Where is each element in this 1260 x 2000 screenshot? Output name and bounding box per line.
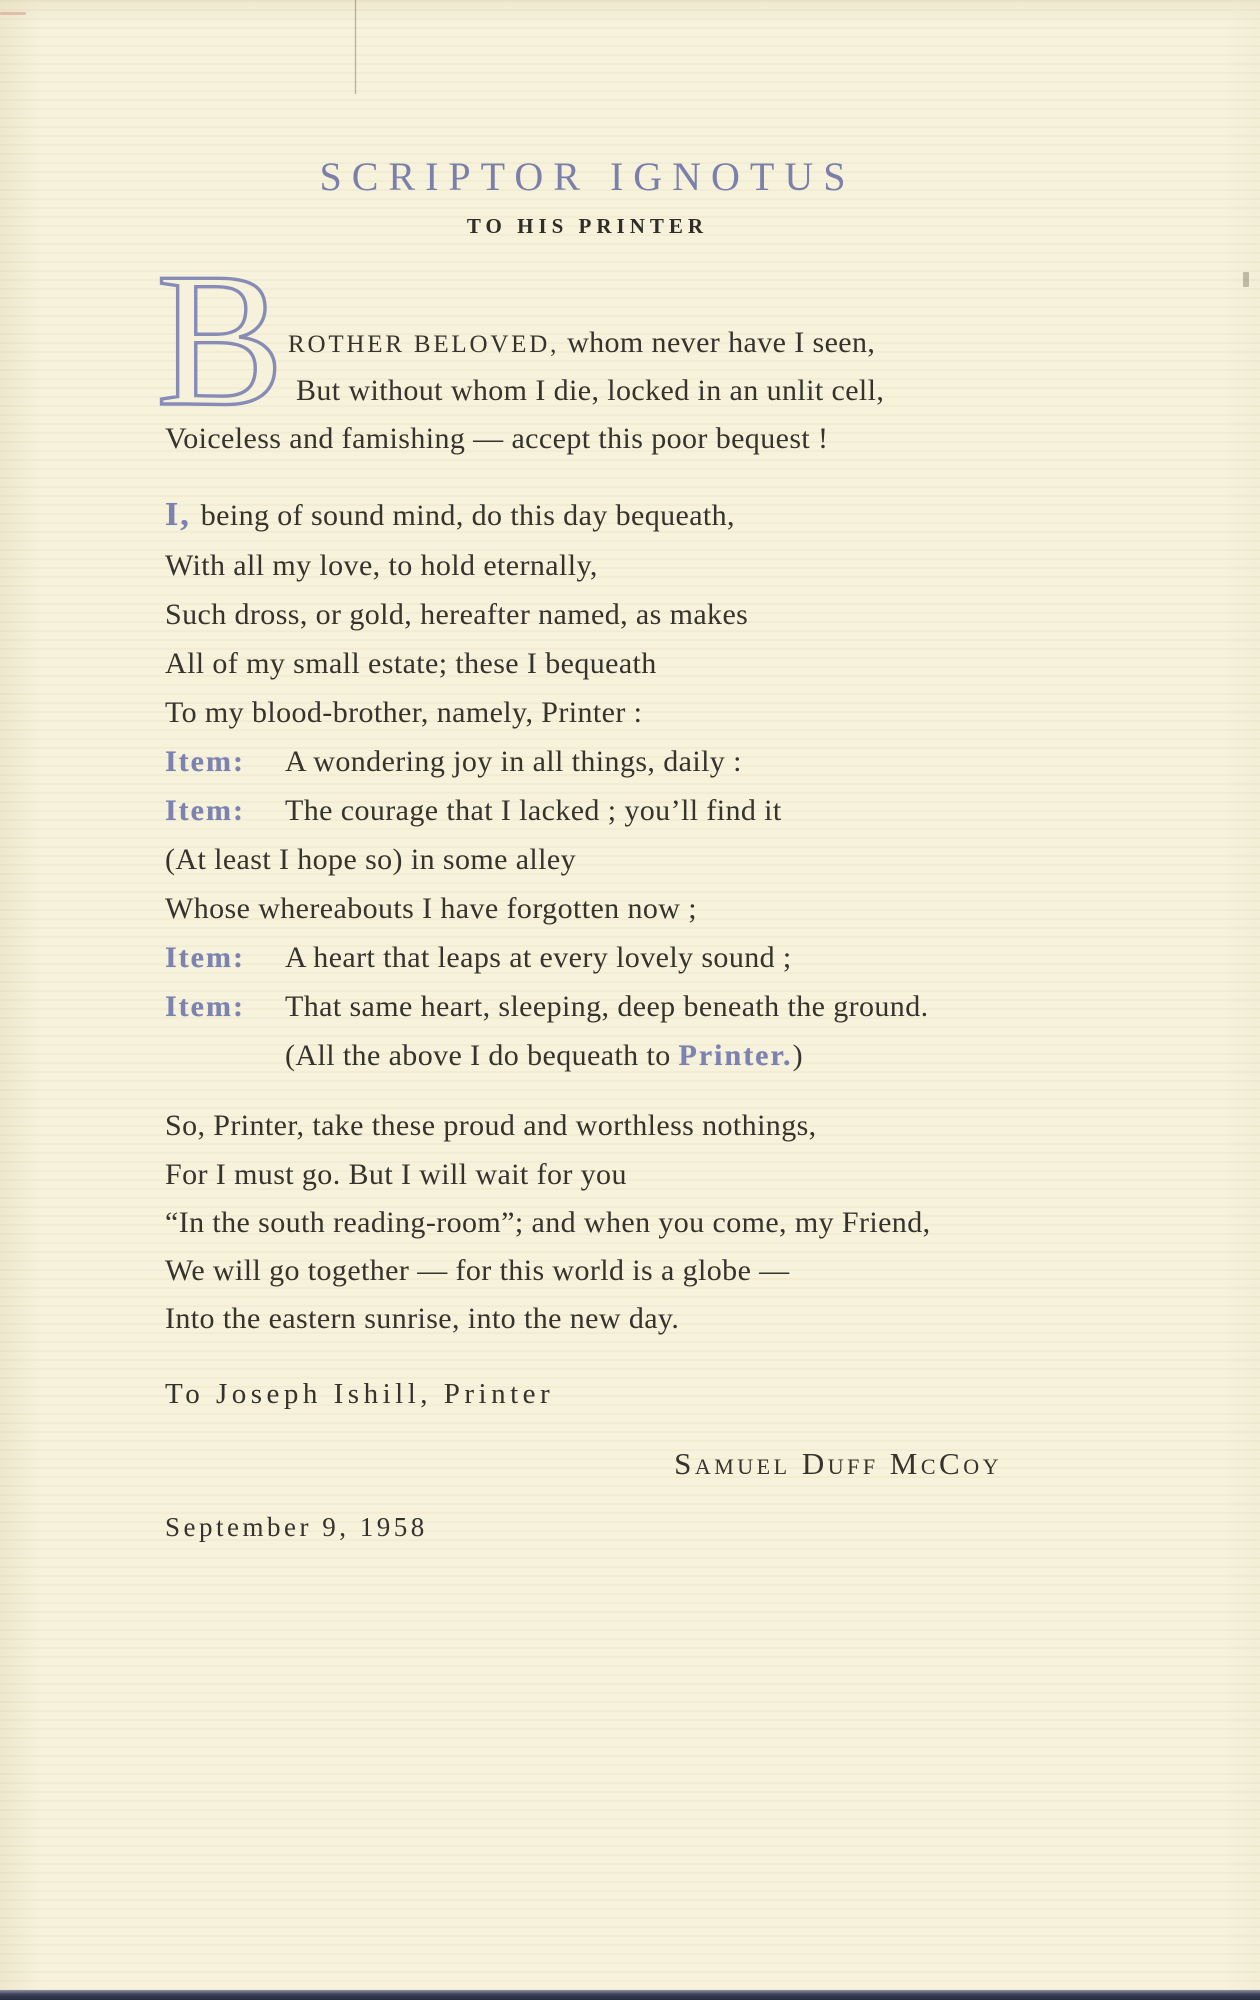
poem-item-line: [165, 742, 742, 782]
line-text: ): [792, 1039, 803, 1072]
poem-line: So, Printer, take these proud and worthless nothings,: [165, 1109, 817, 1142]
fraktur-initial-I: I,: [165, 496, 191, 533]
line-text: The courage that I lacked ; you’ll find it: [285, 794, 782, 827]
poem-line: [165, 323, 875, 365]
item-label: Item:: [165, 941, 245, 974]
drop-cap-glyph: B: [156, 233, 285, 446]
line-text: whom never have I seen,: [567, 326, 876, 359]
poem-line: (At least I hope so) in some alley: [165, 843, 576, 876]
poem-line: Into the eastern sunrise, into the new day.: [165, 1302, 680, 1335]
item-label: Item:: [165, 794, 245, 827]
poem-item-line: [165, 791, 782, 831]
poem-title: SCRIPTOR IGNOTUS: [319, 154, 856, 199]
poem-line: Such dross, or gold, hereafter named, as makes: [165, 598, 749, 631]
stray-ink-mark: [1243, 272, 1249, 287]
poem-line: But without whom I die, locked in an unlit cell,: [296, 374, 885, 407]
author-signature: Samuel Duff McCoy: [674, 1446, 1002, 1481]
line-text: (All the above I do bequeath to: [285, 1039, 671, 1072]
poem-line: With all my love, to hold eternally,: [165, 549, 598, 582]
line-text: A heart that leaps at every lovely sound ;: [285, 941, 792, 974]
poem-item-line: [165, 938, 792, 978]
poem-line: We will go together — for this world is a globe —: [165, 1254, 790, 1287]
date-line: September 9, 1958: [165, 1512, 428, 1542]
poem-line: For I must go. But I will wait for you: [165, 1158, 627, 1191]
poem-line: “In the south reading-room”; and when you come, my Friend,: [165, 1206, 931, 1239]
poem-item-line: [165, 987, 929, 1027]
poem-line: Whose whereabouts I have forgotten now ;: [165, 892, 697, 925]
poem-line: Voiceless and famishing — accept this poor bequest !: [165, 422, 829, 455]
poem-line: [165, 495, 735, 536]
item-label: Item:: [165, 990, 245, 1023]
poem-line: All of my small estate; these I bequeath: [165, 647, 657, 680]
line-text: That same heart, sleeping, deep beneath the ground.: [285, 990, 929, 1023]
poem-line: To my blood-brother, namely, Printer :: [165, 696, 643, 729]
poem-bequeath-line: [165, 1036, 803, 1076]
small-caps-opening: ROTHER BELOVED,: [288, 331, 560, 358]
line-text: being of sound mind, do this day bequeath,: [200, 499, 735, 532]
page-bottom-edge: [0, 1990, 1260, 2000]
dedication-line: To Joseph Ishill, Printer: [165, 1378, 555, 1410]
poem-subtitle: TO HIS PRINTER: [466, 214, 709, 238]
paper-speck: [0, 12, 26, 15]
item-label: Item:: [165, 745, 245, 778]
line-text: A wondering joy in all things, daily :: [285, 745, 742, 778]
fraktur-printer-word: Printer.: [678, 1039, 793, 1072]
paper-crease: [355, 0, 356, 94]
